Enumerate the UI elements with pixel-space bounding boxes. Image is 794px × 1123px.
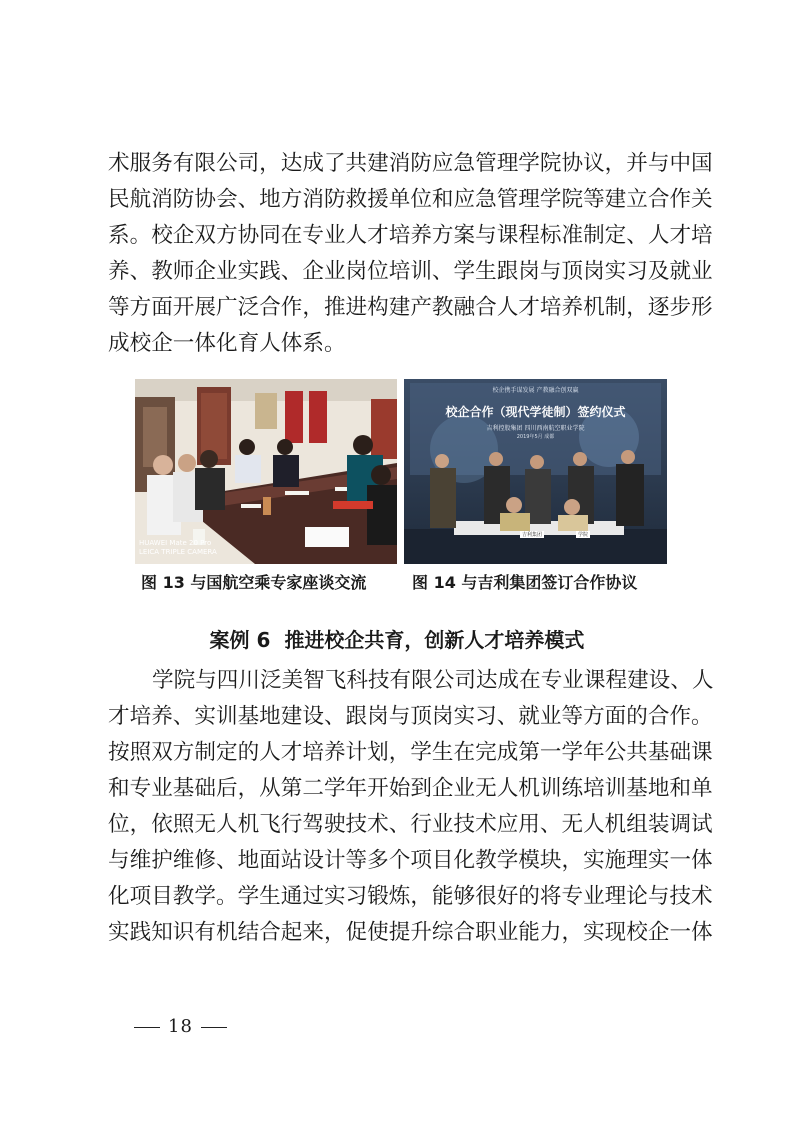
paragraph-line: 实践知识有机结合起来，促使提升综合职业能力，实现校企一体: [108, 920, 713, 945]
case-title: 推进校企共育，创新人才培养模式: [284, 628, 585, 652]
body-paragraph-1: [108, 146, 713, 362]
figure-13-caption: 图 13 与国航空乘专家座谈交流: [141, 573, 367, 592]
paragraph-line: 与维护维修、地面站设计等多个项目化教学模块，实施理实一体: [108, 848, 713, 873]
paragraph-line: 化项目教学。学生通过实习锻炼，能够很好的将专业理论与技术: [108, 884, 713, 909]
meeting-photo-illustration: [135, 379, 397, 564]
paragraph-line: 术服务有限公司，达成了共建消防应急管理学院协议，并与中国: [108, 151, 713, 176]
paragraph-line: 民航消防协会、地方消防救援单位和应急管理学院等建立合作关: [108, 187, 713, 212]
case-heading: [0, 625, 794, 655]
figure-14-caption: 图 14 与吉利集团签订合作协议: [412, 573, 638, 592]
watermark-line: HUAWEI Mate 20 Pro: [139, 539, 212, 547]
desk-name-card-right: 学院: [578, 532, 589, 538]
banner-title: 校企合作（现代学徒制）签约仪式: [445, 405, 626, 419]
page-number-dash: [134, 1027, 160, 1028]
paragraph-line: 学院与四川泛美智飞科技有限公司达成在专业课程建设、人: [152, 668, 714, 693]
paragraph-line: 养、教师企业实践、企业岗位培训、学生跟岗与顶岗实习及就业: [108, 259, 713, 284]
page-number-value: 18: [168, 1016, 193, 1037]
paragraph-line: 系。校企双方协同在专业人才培养方案与课程标准制定、人才培: [108, 223, 713, 248]
page-number-dash: [201, 1027, 227, 1028]
banner-subtitle: 校企携手谋发展 产教融合创双赢: [492, 387, 579, 394]
banner-date: 2019年5月 成都: [516, 434, 555, 440]
paragraph-line: 位，依照无人机飞行驾驶技术、行业技术应用、无人机组装调试: [108, 812, 713, 837]
page-number: [126, 1016, 235, 1037]
figure-captions: [108, 571, 698, 597]
case-label: 案例 6: [209, 628, 271, 652]
paragraph-line: 才培养、实训基地建设、跟岗与顶岗实习、就业等方面的合作。: [108, 704, 713, 729]
camera-watermark: [139, 539, 217, 557]
signing-ceremony-photo: [404, 379, 667, 564]
body-paragraph-2: [108, 663, 714, 951]
watermark-line: LEICA TRIPLE CAMERA: [139, 548, 217, 556]
paragraph-line: 和专业基础后，从第二学年开始到企业无人机训练培训基地和单: [108, 776, 713, 801]
desk-name-card-left: 吉利集团: [522, 532, 543, 538]
paragraph-line: 成校企一体化育人体系。: [108, 331, 346, 356]
paragraph-line: 按照双方制定的人才培养计划，学生在完成第一学年公共基础课: [108, 740, 713, 765]
paragraph-line: 等方面开展广泛合作，推进构建产教融合人才培养机制，逐步形: [108, 295, 713, 320]
meeting-photo: [135, 379, 397, 564]
banner-parties: 吉利控股集团 四川西南航空职业学院: [486, 425, 585, 432]
